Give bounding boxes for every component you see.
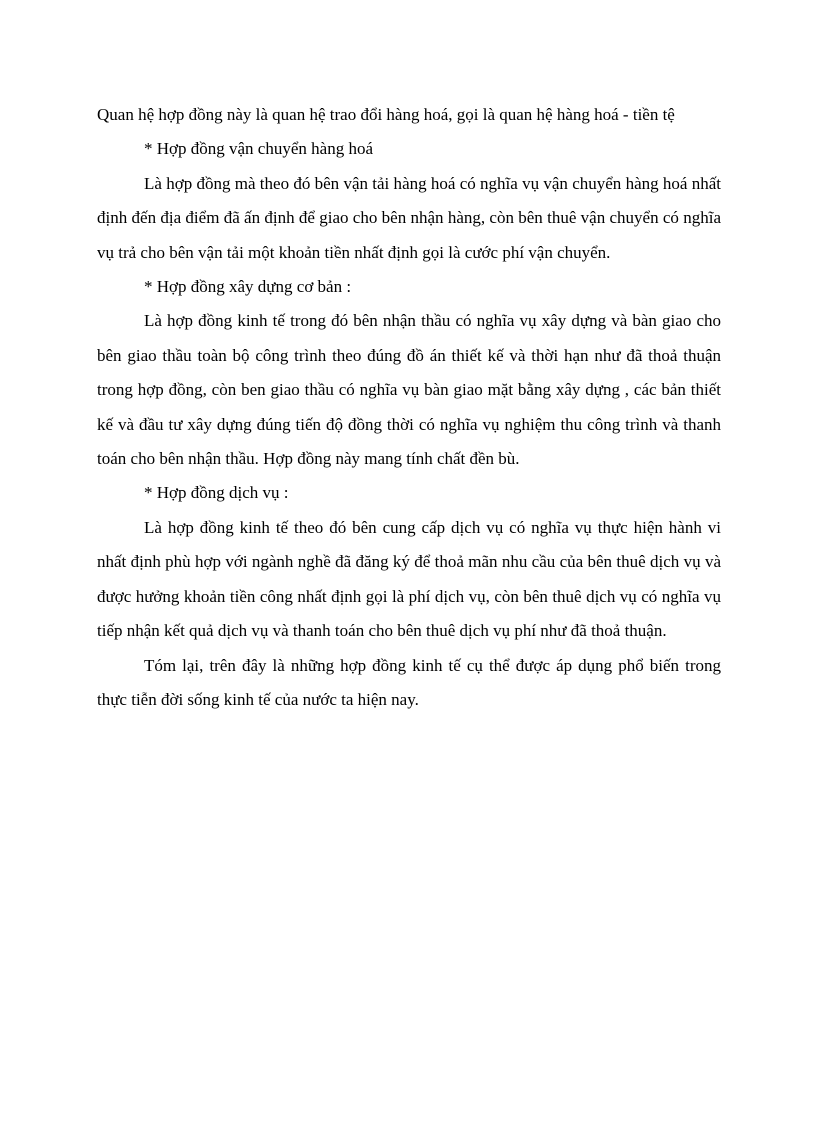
paragraph-conclusion: Tóm lại, trên đây là những hợp đồng kinh tế cụ thể được áp dụng phổ biến trong thực tiễn đời sống kinh tế của nước ta hiện nay.: [97, 655, 721, 709]
heading-transport-contract: * Hợp đồng vận chuyển hàng hoá: [144, 139, 373, 159]
paragraph-service-contract: Là hợp đồng kinh tế theo đó bên cung cấp dịch vụ có nghĩa vụ thực hiện hành vi nhất định phù hợp với ngành nghề đã đăng ký để thoả mãn nhu cầu của bên thuê dịch vụ và được hưởng khoản tiền công nhất định gọi là phí dịch vụ, còn bên thuê dịch vụ có nghĩa vụ tiếp nhận kết quả dịch vụ và thanh toán cho bên thuê dịch vụ phí như đã thoả thuận.: [97, 517, 721, 641]
heading-construction-contract: * Hợp đồng xây dựng cơ bản :: [144, 277, 352, 297]
paragraph-transport-contract: Là hợp đồng mà theo đó bên vận tải hàng hoá có nghĩa vụ vận chuyển hàng hoá nhất định đến địa điểm đã ấn định để giao cho bên nhận hàng, còn bên thuê vận chuyển có nghĩa vụ trả cho bên vận tải một khoản tiền nhất định gọi là cước phí vận chuyển.: [97, 173, 721, 262]
paragraph-construction-contract: Là hợp đồng kinh tế trong đó bên nhận thầu có nghĩa vụ xây dựng và bàn giao cho bên giao thầu toàn bộ công trình theo đúng đồ án thiết kế và thời hạn như đã thoả thuận trong hợp đồng, còn ben giao thầu có nghĩa vụ bàn giao mặt bằng xây dựng , các bản thiết kế và đầu tư xây dựng đúng tiến độ đồng thời có nghĩa vụ nghiệm thu công trình và thanh toán cho bên nhận thầu. Hợp đồng này mang tính chất đền bù.: [97, 311, 721, 469]
paragraph-intro: Quan hệ hợp đồng này là quan hệ trao đổi hàng hoá, gọi là quan hệ hàng hoá - tiền tệ: [97, 105, 675, 124]
heading-service-contract: * Hợp đồng dịch vụ :: [144, 483, 289, 503]
document-page: [97, 98, 721, 717]
